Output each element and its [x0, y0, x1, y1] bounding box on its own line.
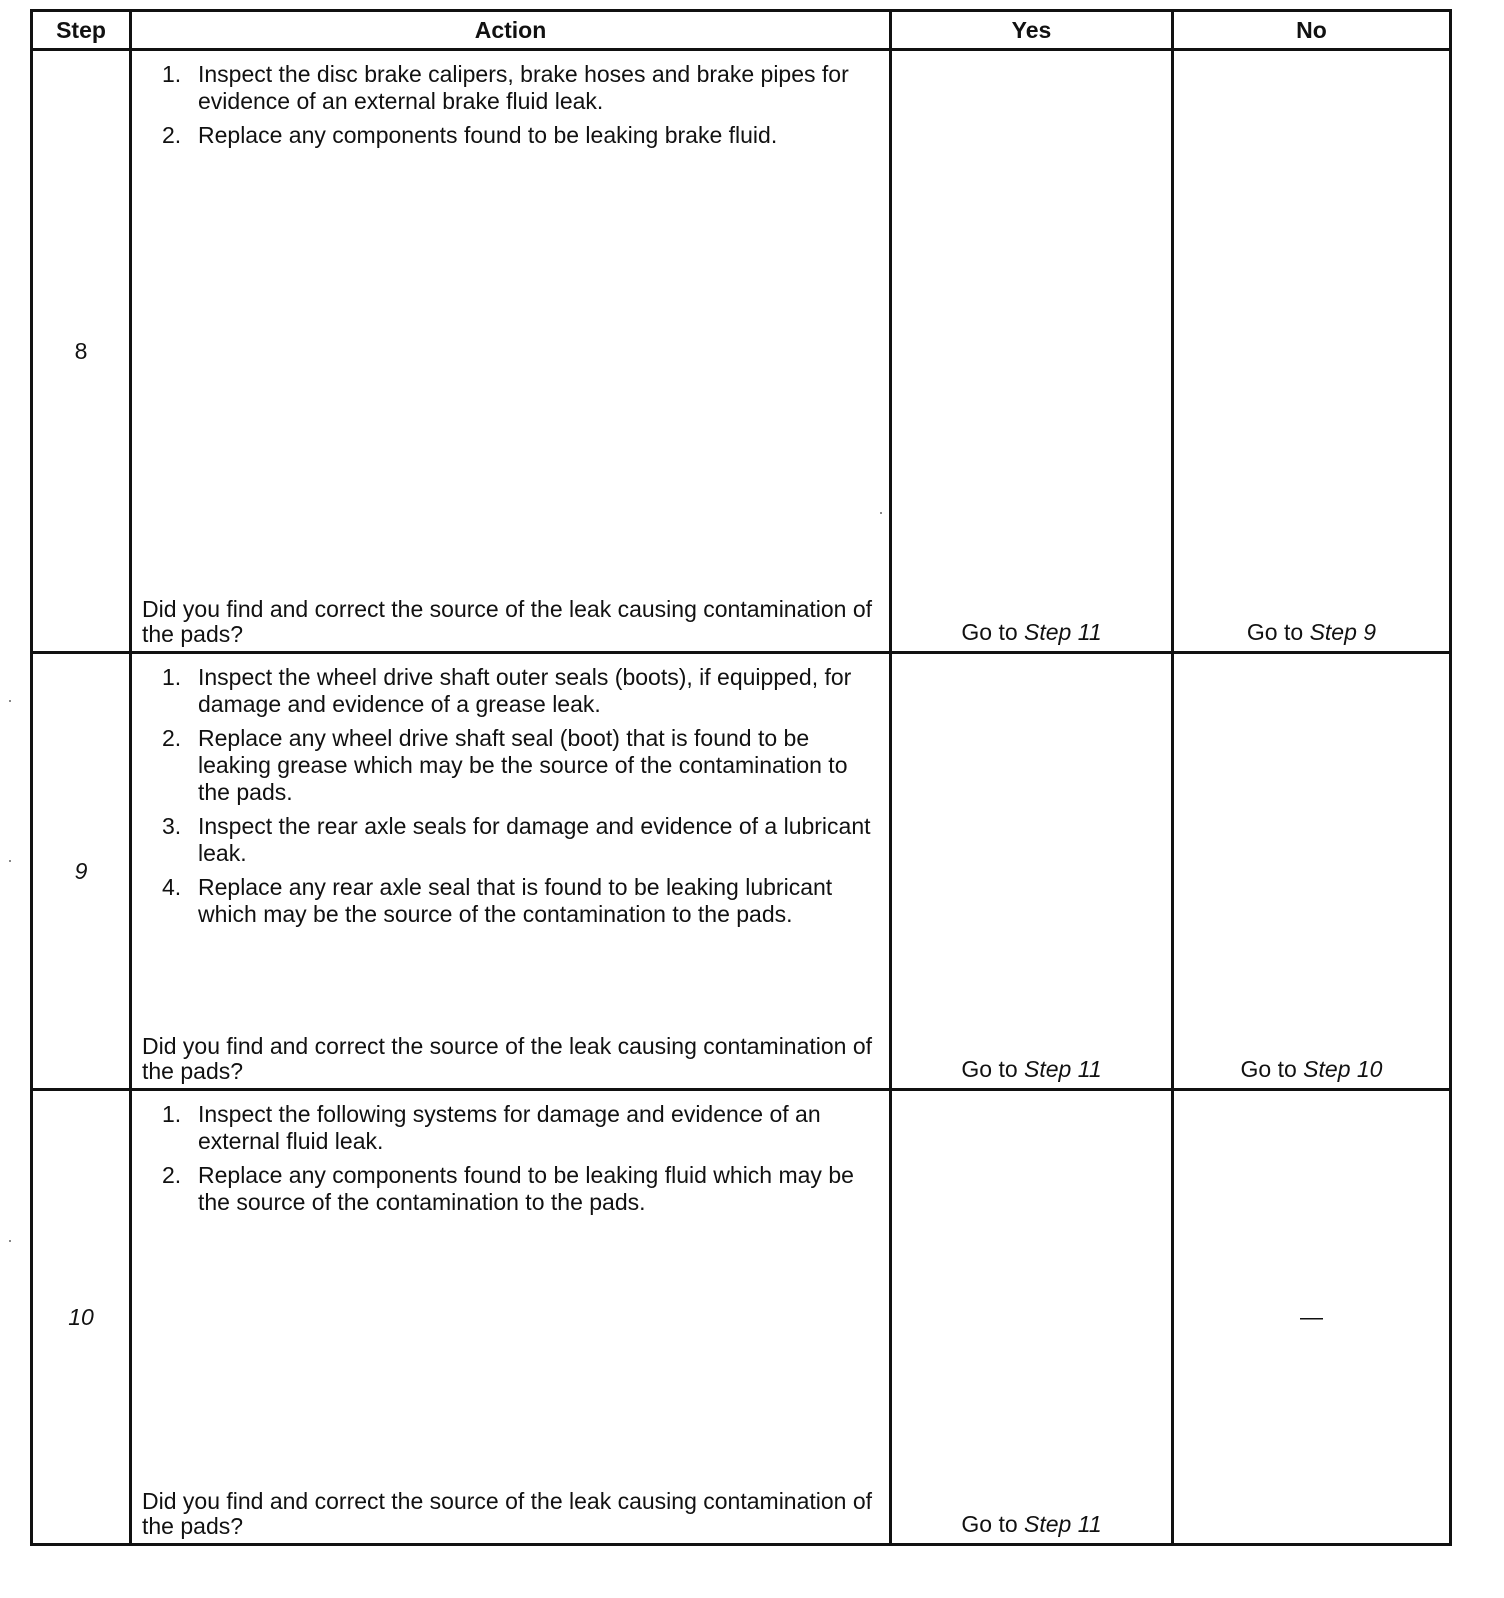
yes-prefix: Go to: [961, 1056, 1025, 1082]
yes-result: [892, 1512, 1171, 1537]
no-prefix: Go to: [1240, 1056, 1304, 1082]
list-item: [162, 725, 881, 806]
list-item: [162, 122, 881, 149]
scan-speck: [9, 1240, 11, 1242]
no-prefix: Go to: [1246, 619, 1310, 645]
question-text: Did you find and correct the source of the leak causing contamination of the pads?: [142, 1033, 873, 1084]
diagnostic-table: [30, 9, 1452, 1546]
list-item: [162, 664, 881, 718]
yes-result: [892, 1057, 1171, 1082]
header-no: No: [1173, 11, 1451, 50]
table-row-step-10: [32, 1090, 1451, 1545]
item-text: Inspect the wheel drive shaft outer seals (boots), if equipped, for damage and evidence of a grease leak.: [198, 664, 852, 717]
scan-speck: [880, 512, 882, 514]
item-number: 3.: [162, 813, 182, 839]
yes-cell: [891, 653, 1173, 1090]
header-action: Action: [131, 11, 891, 50]
item-number: 1.: [162, 1101, 182, 1127]
step-number: 10: [32, 1090, 131, 1545]
header-yes: Yes: [891, 11, 1173, 50]
list-item: [162, 874, 881, 928]
yes-target: Step 11: [1024, 1511, 1102, 1537]
no-cell: [1173, 653, 1451, 1090]
no-cell: [1173, 1090, 1451, 1545]
item-number: 2.: [162, 725, 182, 751]
no-dash: —: [1300, 1303, 1323, 1330]
no-target: Step 10: [1303, 1056, 1383, 1082]
table-row-step-8: [32, 50, 1451, 653]
item-text: Replace any rear axle seal that is found to be leaking lubricant which may be the source of the contamination to the pads.: [198, 874, 833, 927]
action-cell: [131, 1090, 891, 1545]
yes-result: [892, 620, 1171, 645]
item-number: 2.: [162, 122, 182, 148]
step-number: 9: [32, 653, 131, 1090]
item-number: 4.: [162, 874, 182, 900]
item-text: Inspect the rear axle seals for damage and evidence of a lubricant leak.: [198, 813, 871, 866]
list-item: [162, 1101, 881, 1155]
action-cell: [131, 50, 891, 653]
item-text: Inspect the disc brake calipers, brake hoses and brake pipes for evidence of an external brake fluid leak.: [198, 61, 849, 114]
question-text: Did you find and correct the source of the leak causing contamination of the pads?: [142, 596, 873, 647]
scan-speck: [9, 860, 11, 862]
list-item: [162, 61, 881, 115]
action-list: [132, 1091, 889, 1216]
table-row-step-9: [32, 653, 1451, 1090]
yes-cell: [891, 50, 1173, 653]
list-item: [162, 813, 881, 867]
action-cell: [131, 653, 891, 1090]
no-cell: [1173, 50, 1451, 653]
item-number: 1.: [162, 664, 182, 690]
step-number: 8: [32, 50, 131, 653]
no-result: [1174, 1057, 1449, 1082]
action-list: [132, 51, 889, 149]
yes-cell: [891, 1090, 1173, 1545]
header-step: Step: [32, 11, 131, 50]
item-text: Inspect the following systems for damage and evidence of an external fluid leak.: [198, 1101, 821, 1154]
item-text: Replace any components found to be leaking fluid which may be the source of the contamination to the pads.: [198, 1162, 854, 1215]
yes-prefix: Go to: [961, 619, 1025, 645]
list-item: [162, 1162, 881, 1216]
question-text: Did you find and correct the source of the leak causing contamination of the pads?: [142, 1488, 873, 1539]
yes-target: Step 11: [1024, 619, 1102, 645]
yes-prefix: Go to: [961, 1511, 1025, 1537]
scan-speck: [9, 700, 11, 702]
action-list: [132, 654, 889, 928]
header-row: [32, 11, 1451, 50]
item-text: Replace any wheel drive shaft seal (boot) that is found to be leaking grease which may be the source of the contamination to the pads.: [198, 725, 848, 805]
yes-target: Step 11: [1024, 1056, 1102, 1082]
item-text: Replace any components found to be leaking brake fluid.: [198, 122, 778, 148]
item-number: 2.: [162, 1162, 182, 1188]
no-target: Step 9: [1309, 619, 1377, 645]
item-number: 1.: [162, 61, 182, 87]
no-result: [1174, 620, 1449, 645]
